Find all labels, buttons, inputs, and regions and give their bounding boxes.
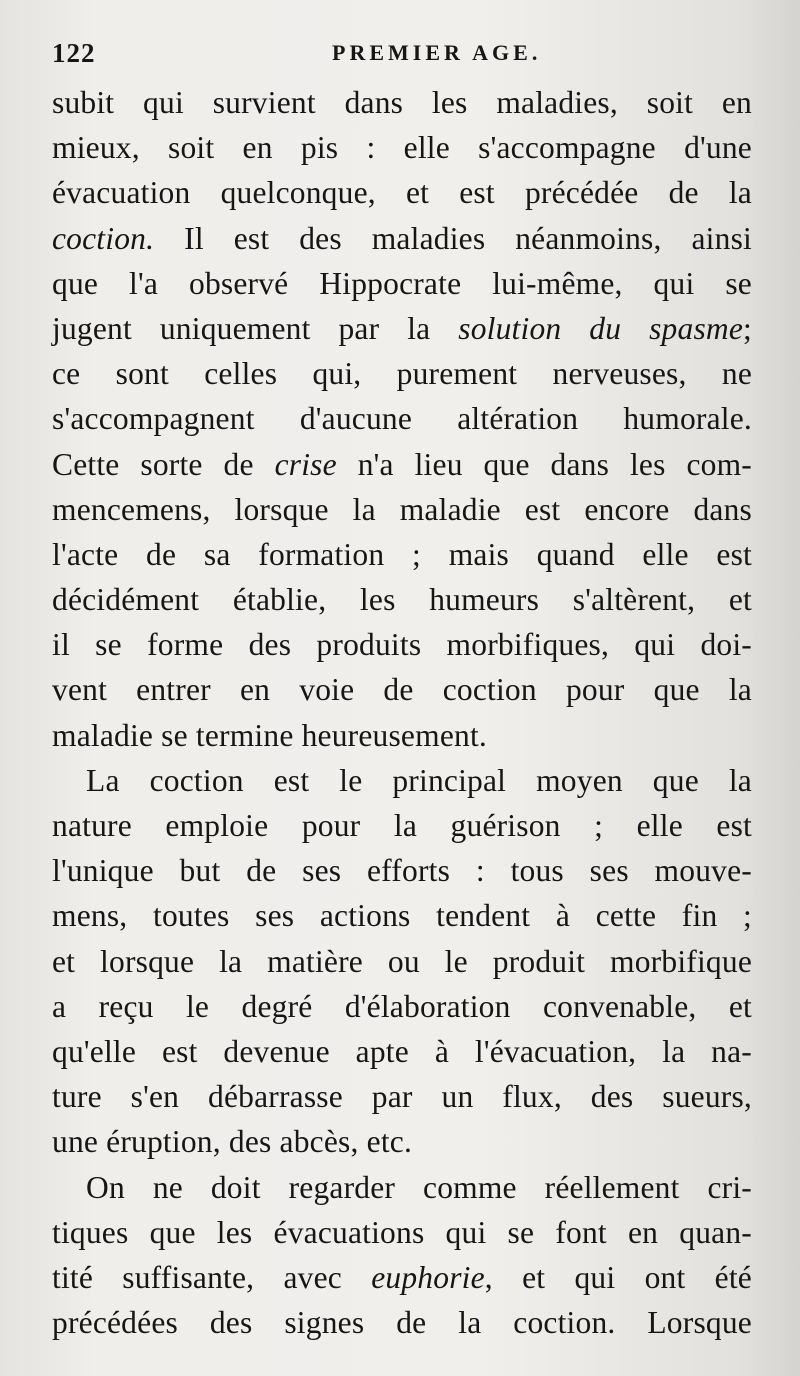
italic-term: coction. [52,220,155,256]
text-line: mens, toutes ses actions tendent à cette fin ; [52,898,752,934]
text-line: précédées des signes de la coction. Lorsque [52,1305,752,1341]
body-text [52,80,752,1345]
italic-term: crise [274,446,337,482]
text-line: et lorsque la matière ou le produit morbifique [52,943,752,979]
text-line: ce sont celles qui, purement nerveuses, ne [52,356,752,392]
text-line: mencemens, lorsque la maladie est encore dans [52,491,752,527]
text-line: tiques que les évacuations qui se font en quan- [52,1214,752,1250]
text-line: coction. Il est des maladies néanmoins, ainsi [52,220,752,256]
text-line: a reçu le degré d'élaboration convenable, et [52,988,752,1024]
text-line: évacuation quelconque, et est précédée de la [52,175,752,211]
page-header [52,38,752,78]
text-line: Cette sorte de crise n'a lieu que dans les com- [52,446,752,482]
text-line: jugent uniquement par la solution du spasme; [52,310,752,346]
page-number: 122 [52,38,96,68]
text-line: l'unique but de ses efforts : tous ses mouve- [52,853,752,889]
text-line: l'acte de sa formation ; mais quand elle est [52,536,752,572]
text-line: mieux, soit en pis : elle s'accompagne d'une [52,130,752,166]
text-line: subit qui survient dans les maladies, soit en [52,85,752,120]
text-line: une éruption, des abcès, etc. [52,1124,413,1160]
italic-term: solution du spasme [458,310,744,346]
paragraph-start: On ne doit regarder comme réellement cri- [86,1169,752,1205]
text-line: il se forme des produits morbifiques, qui doi- [52,627,752,663]
text-line: que l'a observé Hippocrate lui-même, qui se [52,265,752,301]
text-line: s'accompagnent d'aucune altération humorale. [52,401,752,437]
text-line: qu'elle est devenue apte à l'évacuation, la na- [52,1033,752,1069]
text-line: tité suffisante, avec euphorie, et qui ont été [52,1259,752,1295]
text-line: ture s'en débarrasse par un flux, des sueurs, [52,1079,752,1115]
text-line: nature emploie pour la guérison ; elle est [52,808,752,843]
text-line: vent entrer en voie de coction pour que la [52,672,752,708]
text-line: maladie se termine heureusement. [52,717,487,753]
running-title: PREMIER AGE. [332,40,542,65]
paragraph-start: La coction est le principal moyen que la [86,762,752,798]
italic-term: euphorie [371,1259,485,1295]
text-line: décidément établie, les humeurs s'altèrent, et [52,582,752,618]
